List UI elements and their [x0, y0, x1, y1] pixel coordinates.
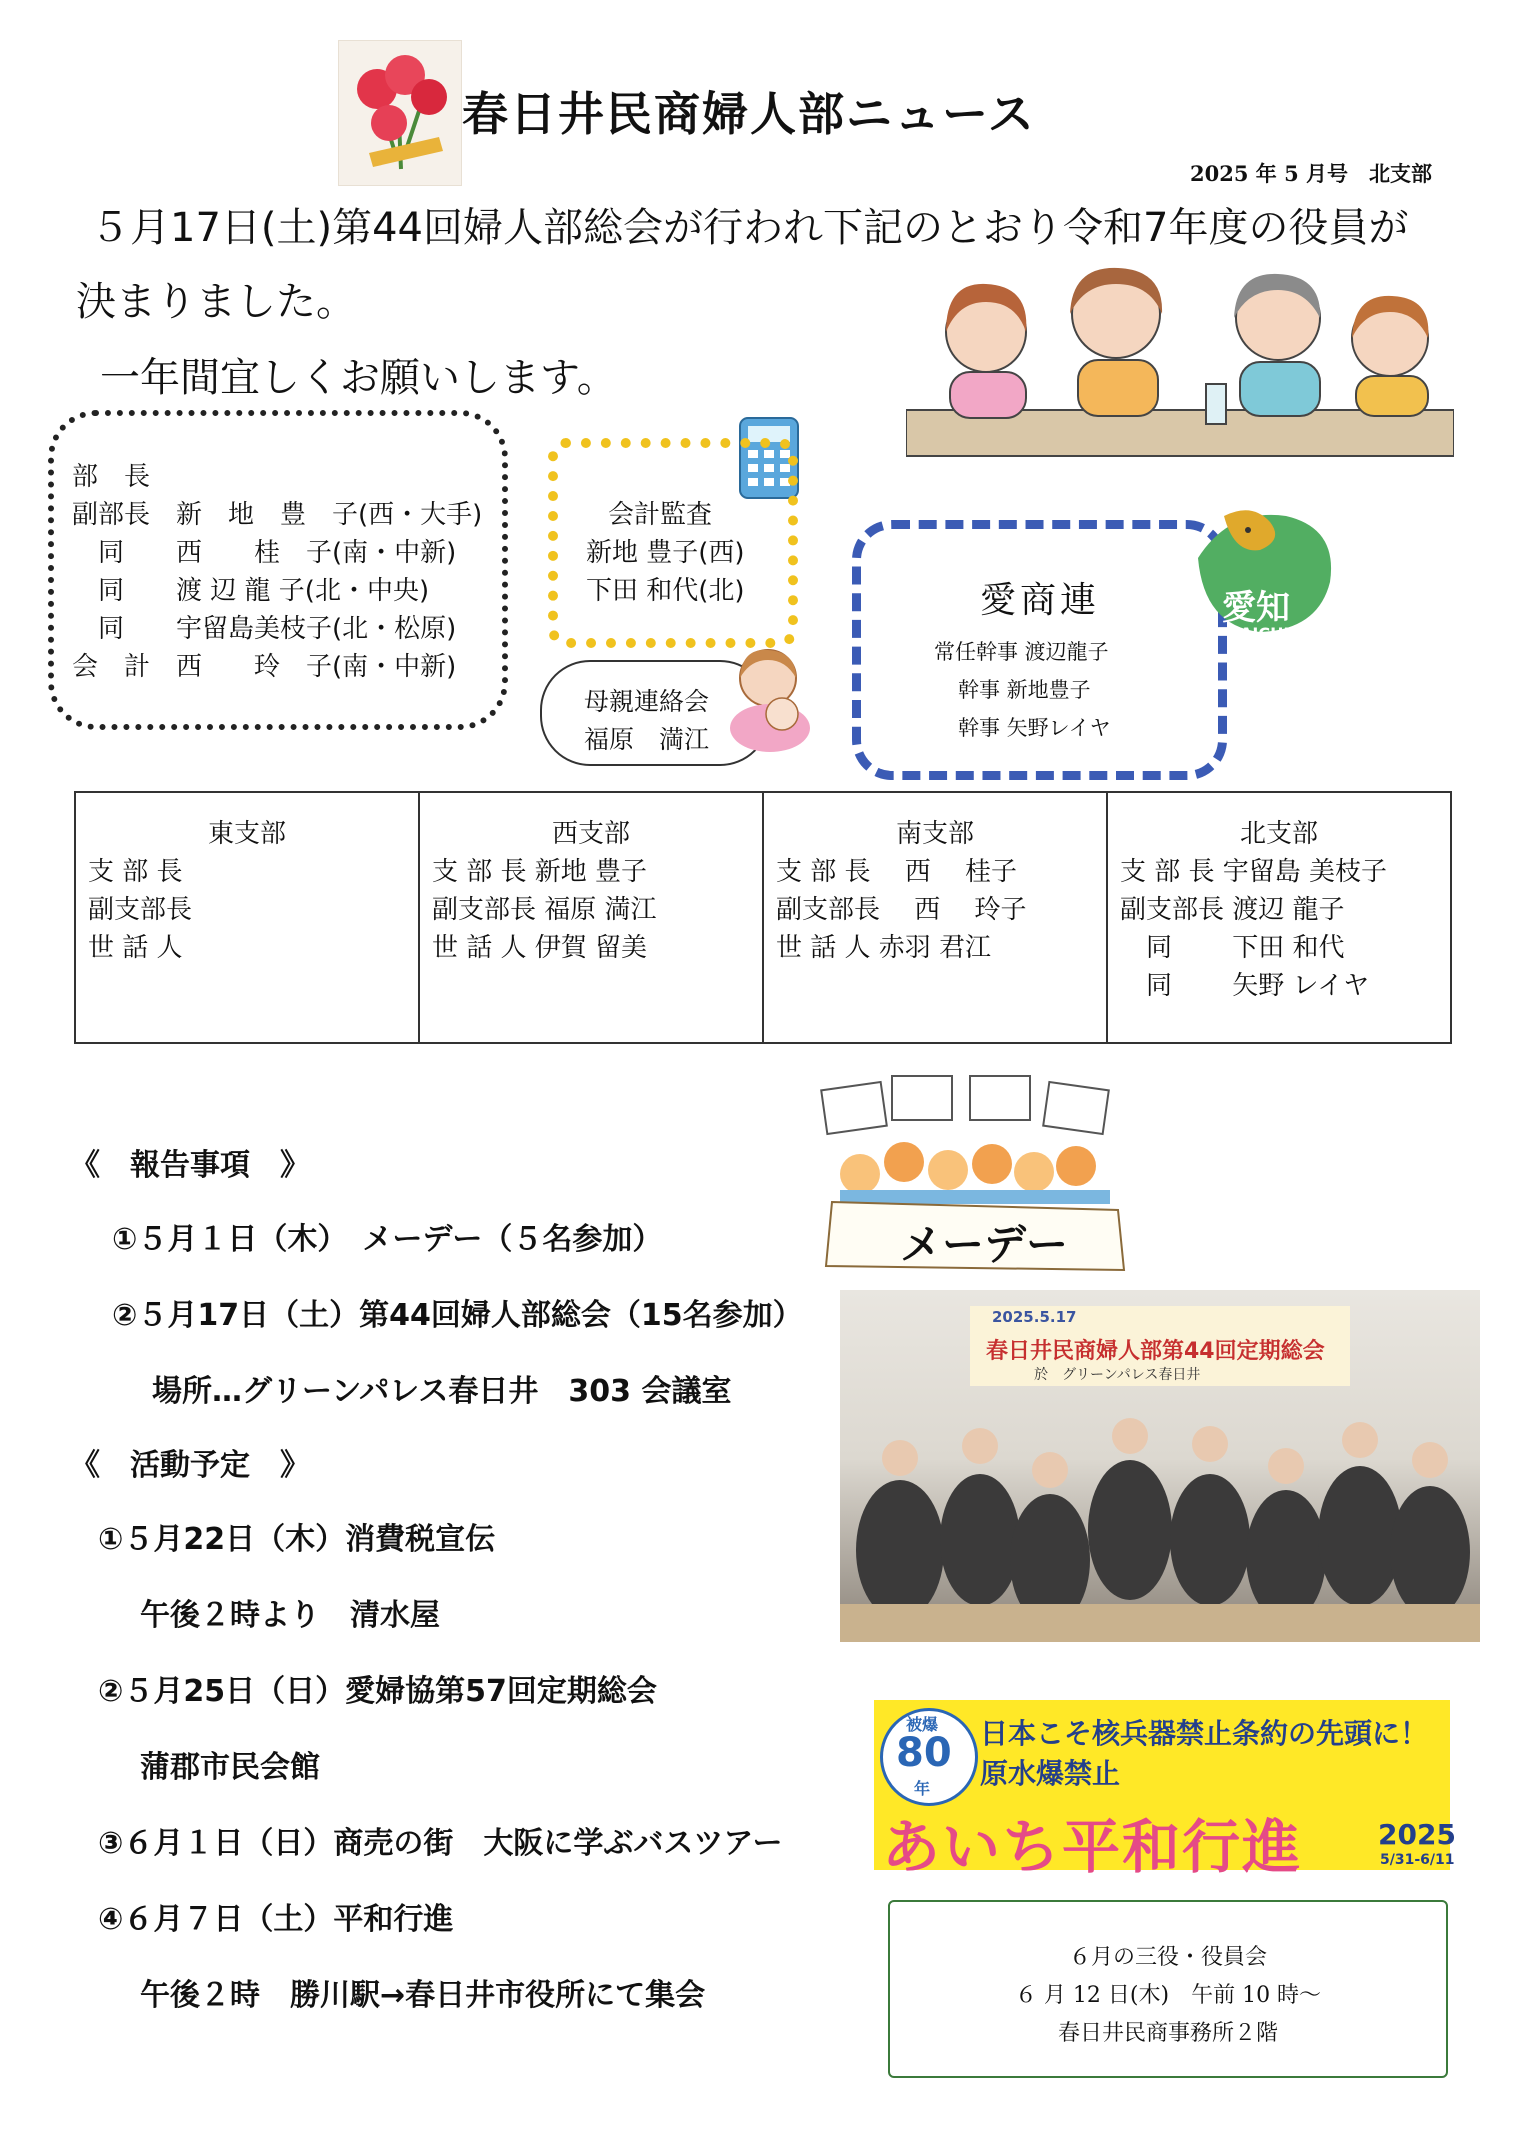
- branch-cell-west: [419, 792, 763, 1043]
- lead-line-1: ５月17日(土)第44回婦人部総会が行われ下記のとおり令和7年度の役員が: [90, 205, 1409, 251]
- peace-banner-main: あいち平和行進: [882, 1813, 1303, 1881]
- audit-title: 会計監査: [608, 500, 713, 530]
- photo-banner-date: 2025.5.17: [992, 1308, 1077, 1326]
- hibaku-badge-year: 年: [914, 1779, 931, 1798]
- meeting-notice-line: ６月の三役・役員会: [1068, 1945, 1267, 1970]
- mothers-member: 福原 満江: [584, 725, 710, 754]
- schedule-item: ①５月22日（木）消費税宣伝: [98, 1522, 496, 1557]
- branch-cell-east: [75, 792, 419, 1043]
- report-item: ①５月１日（木） メーデー（５名参加）: [112, 1222, 663, 1257]
- meeting-notice-line: ６ 月 12 日(木) 午前 10 時～: [1014, 1983, 1322, 2008]
- aichi-logo-latin: AICHI: [1240, 624, 1290, 643]
- hibaku-badge-top: 被爆: [906, 1715, 939, 1734]
- schedule-item: ③６月１日（日）商売の街 大阪に学ぶバスツアー: [98, 1826, 783, 1861]
- schedule-detail: 蒲郡市民会館: [140, 1750, 320, 1785]
- branch-line: 副支部長 福原 満江: [432, 895, 657, 925]
- officer-row: 同 宇留島美枝子(北・松原): [72, 614, 457, 644]
- branch-line: 副支部長: [88, 895, 193, 925]
- audit-member: 新地 豊子(西): [586, 538, 745, 568]
- photo-banner-sub: 於 グリーンパレス春日井: [1034, 1367, 1201, 1383]
- branch-line: 世 話 人 赤羽 君江: [776, 933, 992, 963]
- officer-row: 副部長 新 地 豊 子(西・大手): [72, 500, 483, 530]
- peace-banner-line1: 日本こそ核兵器禁止条約の先頭に！: [980, 1717, 1429, 1750]
- branch-line: 同 矢野 レイヤ: [1120, 971, 1370, 1001]
- mothers-title: 母親連絡会: [584, 687, 710, 716]
- branch-line: 支 部 長 宇留島 美枝子: [1120, 857, 1388, 887]
- schedule-item: ②５月25日（日）愛婦協第57回定期総会: [98, 1674, 657, 1709]
- women-talking-illustration: [906, 262, 1454, 490]
- carnation-icon: [339, 41, 461, 185]
- officer-row: 同 渡 辺 龍 子(北・中央): [72, 576, 430, 606]
- officer-row: 同 西 桂 子(南・中新): [72, 538, 457, 568]
- lead-line-3: 一年間宜しくお願いします。: [100, 355, 617, 401]
- branch-table: [74, 791, 1452, 1044]
- carnation-logo: [338, 40, 462, 186]
- branch-line: 世 話 人 伊賀 留美: [432, 933, 648, 963]
- branch-line: 世 話 人: [88, 933, 183, 963]
- branch-line: 副支部長 西 玲子: [776, 895, 1027, 925]
- report-item-place: 場所…グリーンパレス春日井 303 会議室: [152, 1374, 732, 1409]
- schedule-item: ④６月７日（土）平和行進: [98, 1902, 454, 1937]
- schedule-detail: 午後２時 勝川駅→春日井市役所にて集会: [140, 1978, 706, 2013]
- mother-child-icon: [722, 644, 818, 754]
- report-heading: 《 報告事項 》: [70, 1148, 310, 1183]
- schedule-detail: 午後２時より 清水屋: [140, 1598, 440, 1633]
- aishoren-role: 幹事 矢野レイヤ: [958, 716, 1111, 740]
- issue-date: 2025 年 5 月号 北支部: [1190, 161, 1432, 186]
- branch-line: 支 部 長 新地 豊子: [432, 857, 648, 887]
- aishoren-role: 幹事 新地豊子: [958, 678, 1091, 702]
- photo-banner-title: 春日井民商婦人部第44回定期総会: [986, 1339, 1325, 1364]
- branch-line: 支 部 長: [88, 857, 183, 887]
- peace-banner-line2: 原水爆禁止: [980, 1757, 1121, 1790]
- peace-banner-dates: 5/31-6/11: [1380, 1852, 1455, 1868]
- report-item: ②５月17日（土）第44回婦人部総会（15名参加）: [112, 1298, 803, 1333]
- aishoren-role: 常任幹事 渡辺龍子: [934, 640, 1109, 664]
- lead-line-2: 決まりました。: [76, 279, 356, 325]
- schedule-heading: 《 活動予定 》: [70, 1448, 310, 1483]
- branch-name: 東支部: [207, 819, 286, 849]
- officer-row: 部 長: [72, 462, 151, 492]
- aishoren-title: 愛商連: [980, 580, 1101, 621]
- officer-row: 会 計 西 玲 子(南・中新): [72, 652, 457, 682]
- branch-cell-south: [763, 792, 1107, 1043]
- branch-line: 同 下田 和代: [1120, 933, 1345, 963]
- branch-name: 北支部: [1239, 819, 1318, 849]
- meeting-notice-line: 春日井民商事務所２階: [1057, 2021, 1278, 2046]
- meeting-illustration: [906, 262, 1454, 490]
- branch-name: 南支部: [895, 819, 974, 849]
- branch-cell-north: [1107, 792, 1451, 1043]
- audit-member: 下田 和代(北): [586, 576, 745, 606]
- newsletter-title: 春日井民商婦人部ニュース: [462, 87, 1036, 141]
- branch-name: 西支部: [551, 819, 630, 849]
- branch-line: 支 部 長 西 桂子: [776, 857, 1018, 887]
- aichi-logo-kanji: 愛知: [1222, 588, 1290, 628]
- branch-line: 副支部長 渡辺 龍子: [1120, 895, 1345, 925]
- peace-banner-year: 2025: [1378, 1818, 1456, 1851]
- hibaku-badge-number: 80: [896, 1730, 952, 1776]
- mayday-label: メーデー: [900, 1220, 1069, 1269]
